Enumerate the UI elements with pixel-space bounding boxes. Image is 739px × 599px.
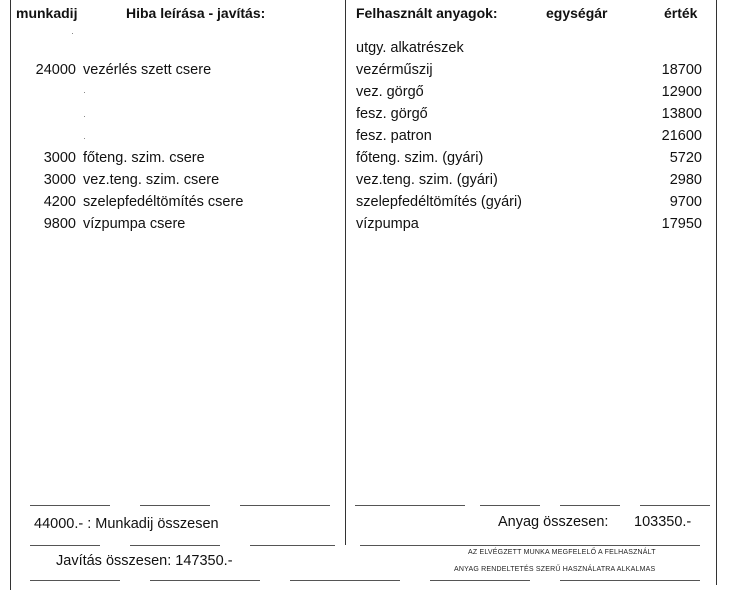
separator-line xyxy=(30,545,100,546)
separator-line xyxy=(140,505,210,506)
material-total-value: 103350.- xyxy=(634,514,692,530)
material-total-label: Anyag összesen: xyxy=(498,514,609,530)
material-value: 9700 xyxy=(669,194,702,210)
scan-speck xyxy=(72,33,73,34)
header-unit-price: egységár xyxy=(546,5,608,21)
labor-price: 3000 xyxy=(43,172,76,188)
labor-price: 9800 xyxy=(43,216,76,232)
material-name: fesz. patron xyxy=(356,128,432,144)
labor-price: 4200 xyxy=(43,194,76,210)
separator-line xyxy=(150,580,260,581)
labor-desc: szelepfedéltömítés csere xyxy=(83,194,244,210)
separator-line xyxy=(430,580,530,581)
separator-line xyxy=(355,505,465,506)
labor-desc: vezérlés szett csere xyxy=(83,62,212,78)
disclaimer-line-2: ANYAG RENDELTETÉS SZERŰ HASZNÁLATRA ALKALMAS xyxy=(454,566,656,573)
material-value: 5720 xyxy=(669,150,702,166)
labor-price: 24000 xyxy=(35,62,76,78)
material-name: vezérműszij xyxy=(356,62,433,78)
separator-line xyxy=(480,505,540,506)
material-value: 18700 xyxy=(661,62,702,78)
separator-line xyxy=(250,545,335,546)
separator-line xyxy=(640,505,710,506)
right-border xyxy=(716,0,717,585)
material-name: szelepfedéltömítés (gyári) xyxy=(356,194,523,210)
left-border xyxy=(10,0,11,590)
disclaimer-line-1: AZ ELVÉGZETT MUNKA MEGFELELŐ A FELHASZNÁLT xyxy=(468,549,656,556)
material-name: vez. görgő xyxy=(356,84,424,100)
separator-line xyxy=(240,505,330,506)
material-name: fesz. görgő xyxy=(356,106,428,122)
header-materials: Felhasznált anyagok: xyxy=(356,5,498,21)
material-value: 2980 xyxy=(669,172,702,188)
scan-speck xyxy=(84,138,85,139)
labor-desc: vez.teng. szim. csere xyxy=(83,172,220,188)
material-value: 13800 xyxy=(661,106,702,122)
separator-line xyxy=(30,580,120,581)
scan-speck xyxy=(84,92,85,93)
material-name: főteng. szim. (gyári) xyxy=(356,150,484,166)
materials-group-label: utgy. alkatrészek xyxy=(356,40,464,56)
material-name: vízpumpa xyxy=(356,216,419,232)
labor-total: 44000.- : Munkadij összesen xyxy=(34,516,219,532)
material-name: vez.teng. szim. (gyári) xyxy=(356,172,498,188)
center-divider xyxy=(345,0,346,545)
material-value: 12900 xyxy=(661,84,702,100)
separator-line xyxy=(360,545,700,546)
header-description: Hiba leírása - javítás: xyxy=(126,5,266,21)
labor-desc: főteng. szim. csere xyxy=(83,150,205,166)
separator-line xyxy=(130,545,220,546)
labor-price: 3000 xyxy=(43,150,76,166)
labor-desc: vízpumpa csere xyxy=(83,216,186,232)
separator-line xyxy=(290,580,400,581)
material-value: 17950 xyxy=(661,216,702,232)
material-value: 21600 xyxy=(661,128,702,144)
repair-total: Javítás összesen: 147350.- xyxy=(56,553,233,569)
separator-line xyxy=(560,580,700,581)
separator-line xyxy=(560,505,620,506)
header-labor: munkadij xyxy=(16,5,78,21)
scan-speck xyxy=(84,116,85,117)
header-value: érték xyxy=(664,5,698,21)
separator-line xyxy=(30,505,110,506)
